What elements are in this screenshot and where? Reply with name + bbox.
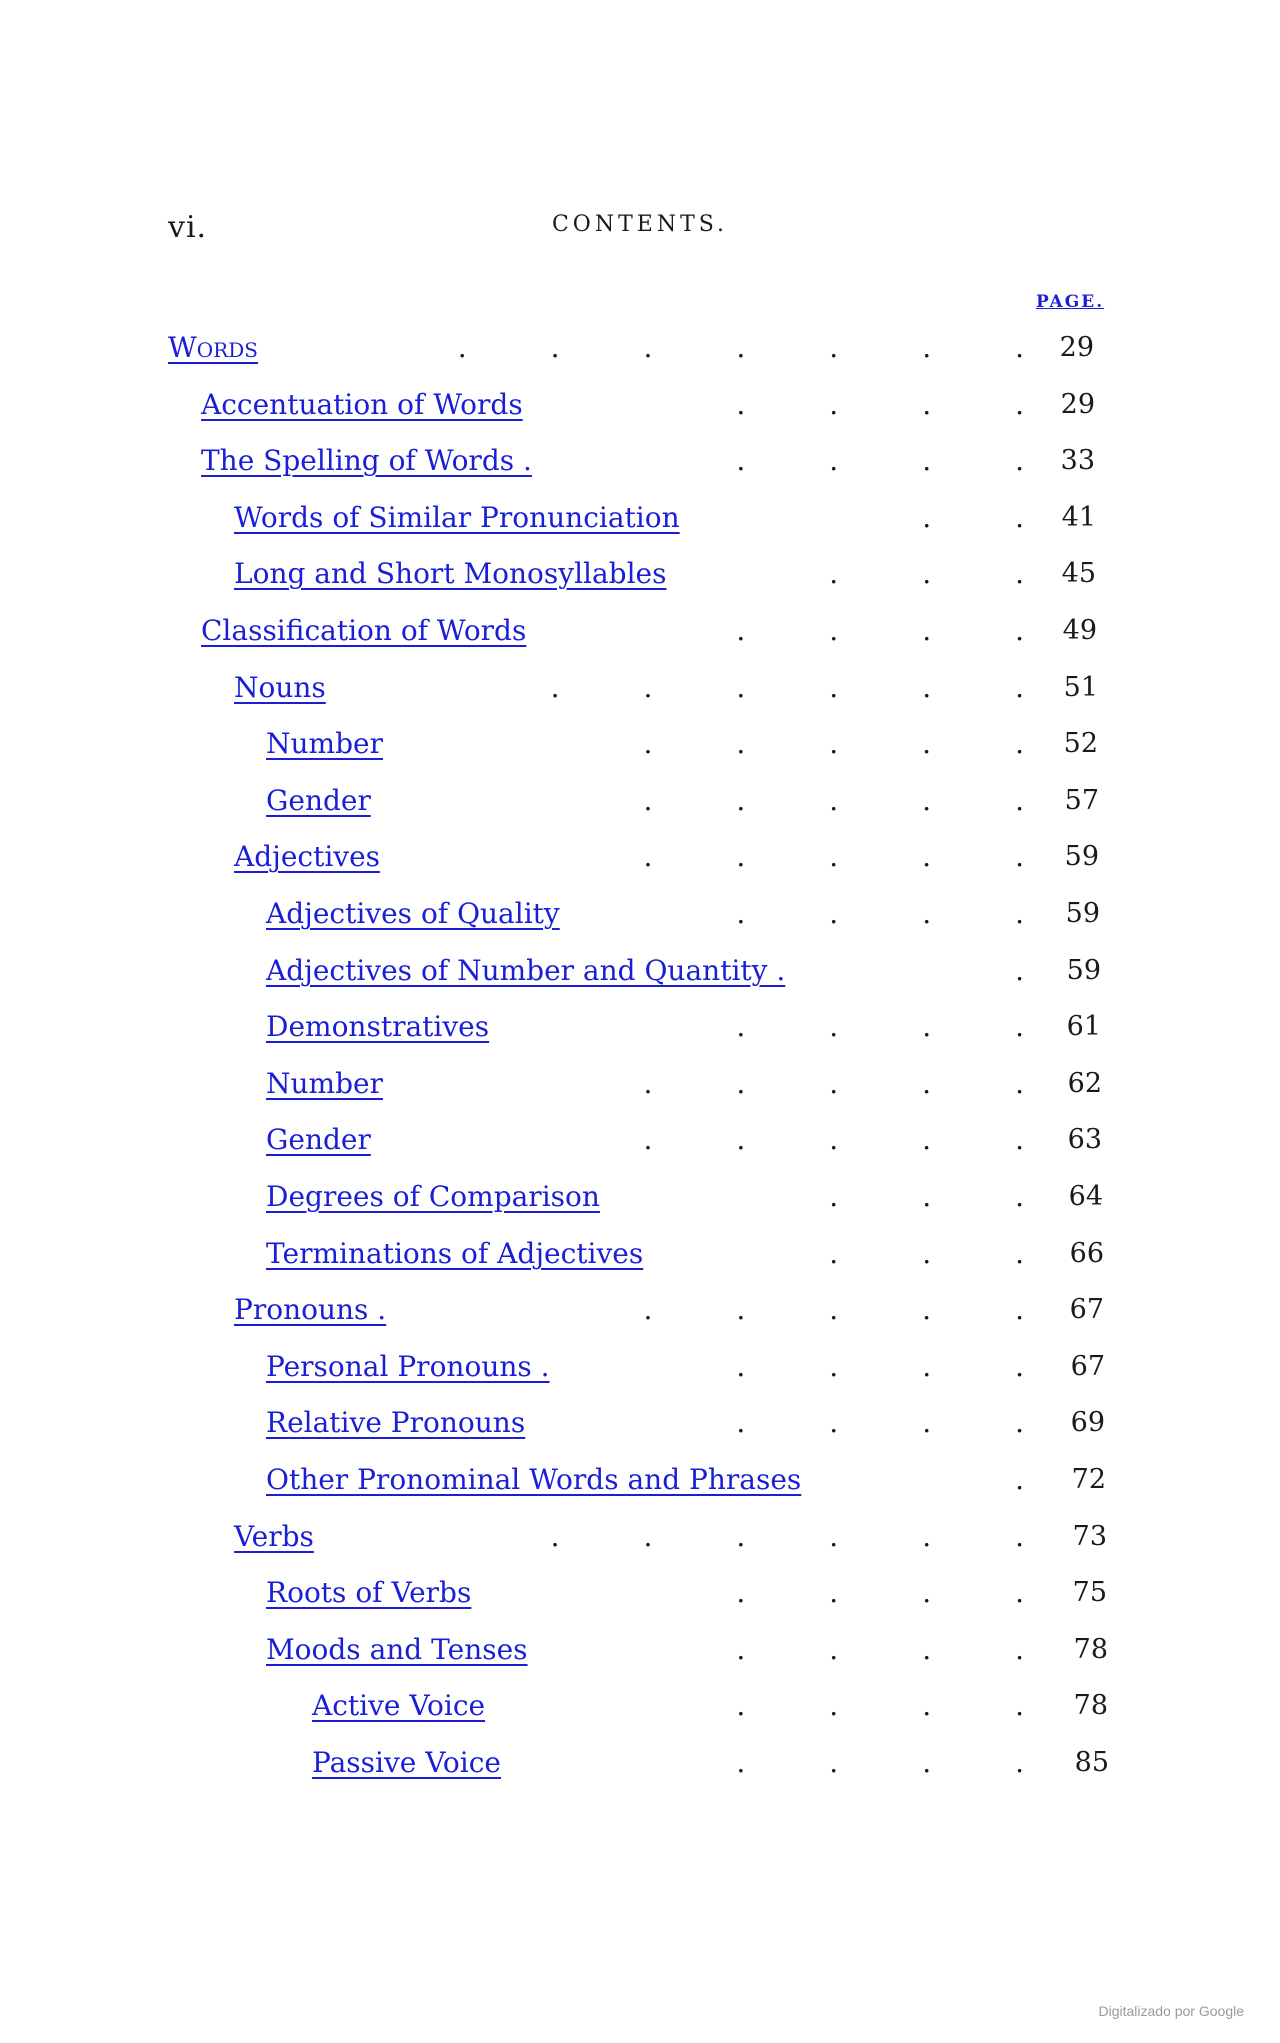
toc-entry-link[interactable]: The Spelling of Words . (201, 444, 532, 477)
dot-leader: . . . . . (643, 1123, 1024, 1156)
toc-entry-link[interactable]: Adjectives (234, 840, 381, 873)
toc-entry (266, 1403, 525, 1443)
toc-entry-link[interactable]: Words of Similar Pronunciation (234, 501, 680, 534)
toc-page-number: 85 (1074, 1747, 1109, 1778)
toc-page-number: 29 (1059, 332, 1094, 363)
toc-entry (266, 1234, 643, 1274)
page-number: vi. (168, 210, 208, 245)
toc-entry (266, 1630, 528, 1670)
toc-page-number: 66 (1069, 1238, 1104, 1269)
toc-page-number: 64 (1068, 1181, 1103, 1212)
toc-entry (201, 385, 523, 425)
dot-leader: . . . . (736, 897, 1024, 930)
toc-page-number: 29 (1060, 389, 1095, 420)
page-column-label: PAGE. (1036, 292, 1105, 312)
toc-entry-link[interactable]: Long and Short Monosyllables (234, 557, 667, 590)
toc-entry-link[interactable]: Nouns (234, 671, 326, 704)
dot-leader: . . . . (736, 1010, 1024, 1043)
toc-page-number: 61 (1066, 1011, 1101, 1042)
toc-entry-link[interactable]: Moods and Tenses (266, 1633, 528, 1666)
toc-entry-link[interactable]: Personal Pronouns . (266, 1350, 550, 1383)
toc-page-number: 78 (1073, 1634, 1108, 1665)
dot-leader: . . . (829, 1180, 1024, 1213)
toc-entry (266, 1064, 383, 1104)
dot-leader: . . . (829, 557, 1024, 590)
dot-leader: . . . . (736, 444, 1024, 477)
toc-entry (234, 498, 680, 538)
dot-leader: . . . . (736, 1689, 1024, 1722)
dot-leader: . (1015, 954, 1024, 987)
toc-entry-link[interactable]: Number (266, 1067, 383, 1100)
toc-entry (266, 894, 560, 934)
toc-entry (266, 781, 371, 821)
toc-entry (234, 837, 380, 877)
toc-entry-link[interactable]: Verbs (234, 1520, 314, 1553)
dot-leader: . . . . (736, 1406, 1024, 1439)
toc-entry-link[interactable]: Words (168, 331, 258, 364)
dot-leader: . . . . (736, 1746, 1024, 1779)
dot-leader: . . . . (736, 614, 1024, 647)
dot-leader: . . . . . . (550, 671, 1024, 704)
toc-entry-link[interactable]: Terminations of Adjectives (266, 1237, 644, 1270)
toc-entry (201, 441, 532, 481)
google-watermark: Digitalizado por Google (1098, 2003, 1244, 2019)
toc-page-number: 57 (1064, 785, 1099, 816)
toc-page-number: 59 (1065, 898, 1100, 929)
toc-entry (201, 611, 526, 651)
toc-entry-link[interactable]: Roots of Verbs (266, 1576, 472, 1609)
toc-page-number: 62 (1067, 1068, 1102, 1099)
toc-entry-link[interactable]: Passive Voice (312, 1746, 501, 1779)
dot-leader: . . . . . (643, 727, 1024, 760)
toc-entry-link[interactable]: Adjectives of Number and Quantity . (266, 954, 786, 987)
toc-page-number: 41 (1061, 502, 1096, 533)
dot-leader: . . . . . . . (457, 331, 1024, 364)
toc-entry-link[interactable]: Other Pronominal Words and Phrases (266, 1463, 802, 1496)
toc-entry (312, 1686, 485, 1726)
dot-leader: . . (922, 501, 1024, 534)
toc-entry-link[interactable]: Number (266, 727, 383, 760)
toc-page-number: 67 (1069, 1294, 1104, 1325)
toc-entry (312, 1743, 501, 1783)
toc-page-number: 72 (1071, 1464, 1106, 1495)
toc-entry (266, 1573, 471, 1613)
toc-page-number: 73 (1072, 1521, 1107, 1552)
dot-leader: . . . . . (643, 840, 1024, 873)
dot-leader: . . . . (736, 1576, 1024, 1609)
toc-entry-link[interactable]: Classification of Words (201, 614, 527, 647)
toc-entry (266, 1347, 550, 1387)
toc-entry (234, 668, 326, 708)
dot-leader: . . . . (736, 388, 1024, 421)
toc-page-number: 75 (1072, 1577, 1107, 1608)
running-title: CONTENTS. (551, 212, 729, 237)
toc-entry-link[interactable]: Demonstratives (266, 1010, 490, 1043)
toc-entry (234, 1290, 386, 1330)
toc-page-number: 59 (1066, 955, 1101, 986)
dot-leader: . . . . . (643, 1067, 1024, 1100)
toc-entry (234, 554, 667, 594)
toc-entry (266, 1460, 801, 1500)
toc-entry-link[interactable]: Pronouns . (234, 1293, 387, 1326)
toc-page-number: 49 (1062, 615, 1097, 646)
toc-entry (168, 328, 258, 368)
toc-page-number: 33 (1060, 445, 1095, 476)
toc-entry (234, 1517, 314, 1557)
toc-entry-link[interactable]: Relative Pronouns (266, 1406, 526, 1439)
dot-leader: . . . . . . (550, 1520, 1024, 1553)
toc-entry (266, 951, 785, 991)
toc-entry-link[interactable]: Active Voice (312, 1689, 486, 1722)
toc-page-number: 67 (1070, 1351, 1105, 1382)
toc-page-number: 63 (1067, 1124, 1102, 1155)
toc-entry-link[interactable]: Accentuation of Words (201, 388, 523, 421)
toc-entry (266, 1007, 489, 1047)
dot-leader: . . . (829, 1237, 1024, 1270)
toc-page-number: 45 (1061, 558, 1096, 589)
toc-entry-link[interactable]: Degrees of Comparison (266, 1180, 600, 1213)
toc-page-number: 59 (1064, 841, 1099, 872)
toc-entry (266, 724, 383, 764)
toc-entry-link[interactable]: Gender (266, 784, 371, 817)
toc-entry (266, 1120, 371, 1160)
dot-leader: . . . . . (643, 1293, 1024, 1326)
toc-entry-link[interactable]: Adjectives of Quality (266, 897, 560, 930)
toc-page-number: 51 (1063, 672, 1098, 703)
dot-leader: . . . . (736, 1633, 1024, 1666)
toc-page-number: 78 (1073, 1690, 1108, 1721)
toc-entry (266, 1177, 600, 1217)
dot-leader: . (1015, 1463, 1024, 1496)
toc-entry-link[interactable]: Gender (266, 1123, 371, 1156)
toc-page-number: 52 (1063, 728, 1098, 759)
toc-page-number: 69 (1070, 1407, 1105, 1438)
dot-leader: . . . . (736, 1350, 1024, 1383)
dot-leader: . . . . . (643, 784, 1024, 817)
